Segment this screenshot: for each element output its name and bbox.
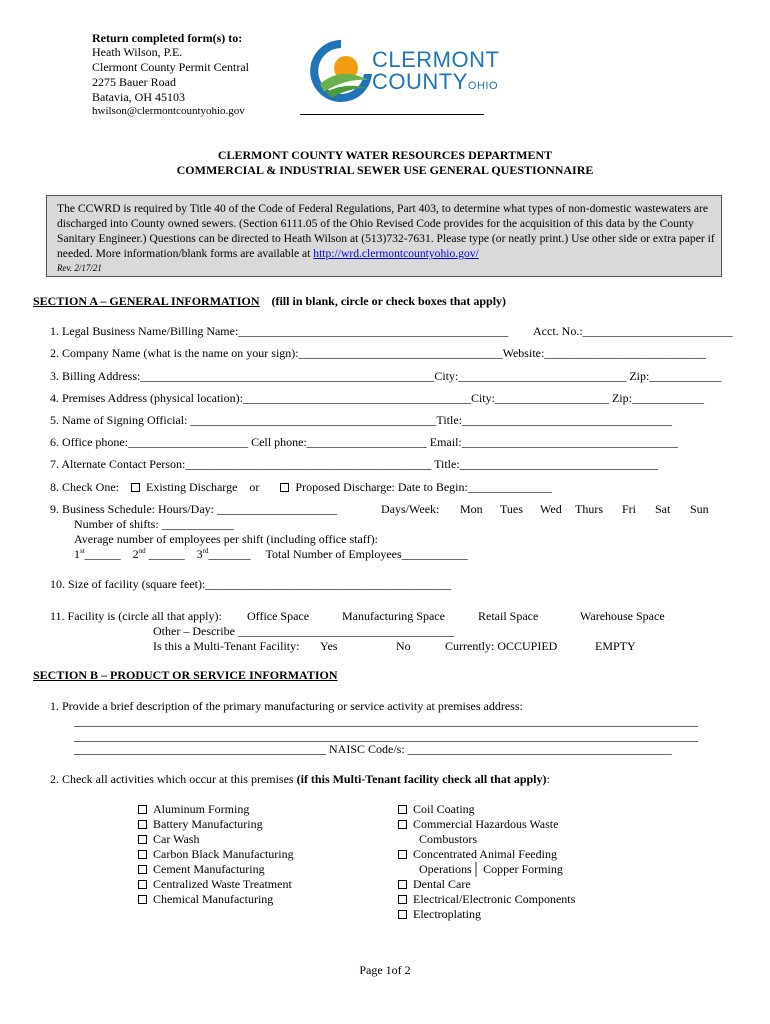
opt-yes[interactable]: Yes: [320, 639, 338, 653]
q9-shifts[interactable]: Number of shifts: ____________: [74, 517, 234, 531]
intro-text: The CCWRD is required by Title 40 of the Code of Federal Regulations, Part 403, to determine what types of non-domestic wastewaters are discharged into County owned sewers. (Section 6111.05 of the Ohio Revised Code provides for the acquisition of this data by the County Sanitary Engineer.) Questions can be directed to Heath Wilson at (513)732-7631. Please type (or neatly print.) Use other side or extra paper if needed. More information/blank forms are available at http://wrd.clermontcountyohio.gov/ Rev. 2/17/21: [57, 201, 717, 276]
q6-phones-email[interactable]: 6. Office phone:____________________ Cell phone:____________________ Email:____________________________________: [50, 435, 678, 449]
activity-centralized-waste[interactable]: Centralized Waste Treatment: [138, 877, 294, 892]
opt-no[interactable]: No: [396, 639, 411, 653]
checkbox[interactable]: [138, 895, 147, 904]
activity-dental-care[interactable]: Dental Care: [398, 877, 575, 892]
section-a-heading: SECTION A – GENERAL INFORMATION (fill in blank, circle or check boxes that apply): [33, 294, 507, 308]
return-heading: Return completed form(s) to:: [92, 31, 243, 45]
page-number: Page 1of 2: [359, 963, 411, 977]
return-street: 2275 Bauer Road: [92, 75, 176, 89]
day-fri[interactable]: Fri: [622, 502, 637, 516]
checkbox[interactable]: [398, 805, 407, 814]
proposed-discharge-checkbox[interactable]: [280, 483, 289, 492]
q8-check-one: 8. Check One: Existing Discharge or Proposed Discharge: Date to Begin:______________: [50, 480, 552, 494]
activity-electrical-components[interactable]: Electrical/Electronic Components: [398, 892, 575, 907]
logo-word-county: COUNTYOHIO: [372, 69, 499, 94]
opt-office-space[interactable]: Office Space: [247, 609, 310, 623]
return-city: Batavia, OH 45103: [92, 90, 185, 104]
activities-column-2: [398, 802, 575, 922]
checkbox[interactable]: [398, 880, 407, 889]
activity-cement-manufacturing[interactable]: Cement Manufacturing: [138, 862, 294, 877]
q2-company-name[interactable]: 2. Company Name (what is the name on your sign):__________________________________Website:___________________________: [50, 346, 707, 360]
form-title: COMMERCIAL & INDUSTRIAL SEWER USE GENERAL QUESTIONNAIRE: [176, 163, 594, 177]
opt-manufacturing-space[interactable]: Manufacturing Space: [342, 609, 445, 623]
q9-avg-employees: Average number of employees per shift (including office staff):: [74, 532, 378, 546]
day-sun[interactable]: Sun: [690, 502, 709, 516]
section-b-heading: SECTION B – PRODUCT OR SERVICE INFORMATION: [33, 668, 338, 682]
revision-date: Rev. 2/17/21: [57, 263, 102, 273]
opt-empty[interactable]: EMPTY: [595, 639, 636, 653]
activity-electroplating[interactable]: Electroplating: [398, 907, 575, 922]
b-q1-line-2[interactable]: ________________________________________________________________________________________________________: [74, 729, 698, 743]
q9-business-schedule[interactable]: 9. Business Schedule: Hours/Day: ____________________: [50, 502, 337, 516]
opt-retail-space[interactable]: Retail Space: [478, 609, 539, 623]
activity-aluminum-forming[interactable]: Aluminum Forming: [138, 802, 294, 817]
checkbox[interactable]: [138, 850, 147, 859]
activity-concentrated-animal-feeding[interactable]: Concentrated Animal Feeding: [398, 847, 575, 862]
checkbox[interactable]: [138, 835, 147, 844]
b-q2-activities: 2. Check all activities which occur at this premises (if this Multi-Tenant facility check all that apply):: [50, 772, 550, 786]
existing-discharge-checkbox[interactable]: [131, 483, 140, 492]
activity-chemical-manufacturing[interactable]: Chemical Manufacturing: [138, 892, 294, 907]
return-name: Heath Wilson, P.E.: [92, 45, 183, 59]
b-q1-line-1[interactable]: ________________________________________________________________________________________________________: [74, 714, 698, 728]
opt-occupied[interactable]: Currently: OCCUPIED: [445, 639, 558, 653]
checkbox[interactable]: [138, 820, 147, 829]
activity-battery-manufacturing[interactable]: Battery Manufacturing: [138, 817, 294, 832]
logo-underline: [300, 114, 484, 115]
q1-legal-name[interactable]: 1. Legal Business Name/Billing Name:_____________________________________________: [50, 324, 509, 338]
q11-label: 11. Facility is (circle all that apply):: [50, 609, 222, 623]
checkbox[interactable]: [398, 895, 407, 904]
checkbox[interactable]: [138, 865, 147, 874]
q9-shift-employees[interactable]: 1st______ 2nd ______ 3rd_______ Total Number of Employees___________: [74, 547, 468, 561]
checkbox[interactable]: [138, 880, 147, 889]
q9-days-label: Days/Week:: [381, 502, 440, 516]
county-logo: [306, 36, 376, 106]
checkbox[interactable]: [398, 910, 407, 919]
q11-other-describe[interactable]: Other – Describe ____________________________________: [153, 624, 454, 638]
b-q1-description: 1. Provide a brief description of the primary manufacturing or service activity at premises address:: [50, 699, 523, 713]
day-sat[interactable]: Sat: [655, 502, 671, 516]
activities-column-1: [138, 802, 294, 907]
checkbox[interactable]: [398, 820, 407, 829]
day-wed[interactable]: Wed: [540, 502, 562, 516]
q4-premises-address[interactable]: 4. Premises Address (physical location):______________________________________City:___________________ Zip:____________: [50, 391, 704, 405]
activity-car-wash[interactable]: Car Wash: [138, 832, 294, 847]
dept-title: CLERMONT COUNTY WATER RESOURCES DEPARTMENT: [217, 148, 553, 162]
info-link[interactable]: http://wrd.clermontcountyohio.gov/: [313, 247, 479, 260]
return-email: hwilson@clermontcountyohio.gov: [92, 105, 245, 117]
q10-facility-size[interactable]: 10. Size of facility (square feet):_________________________________________: [50, 577, 452, 591]
activity-operations-copper-forming: Operations│ Copper Forming: [419, 862, 563, 876]
q1-account-number[interactable]: Acct. No.:_________________________: [533, 324, 733, 338]
day-thurs[interactable]: Thurs: [575, 502, 603, 516]
activity-carbon-black[interactable]: Carbon Black Manufacturing: [138, 847, 294, 862]
q11-multi-tenant: Is this a Multi-Tenant Facility:: [153, 639, 300, 653]
return-office: Clermont County Permit Central: [92, 60, 249, 74]
q7-alternate-contact[interactable]: 7. Alternate Contact Person:_________________________________________ Title:_________________________________: [50, 457, 658, 471]
q5-signing-official[interactable]: 5. Name of Signing Official: _________________________________________Title:___________________________________: [50, 413, 672, 427]
activity-commercial-hazardous-waste-cont: Combustors: [419, 832, 478, 846]
activity-coil-coating[interactable]: Coil Coating: [398, 802, 575, 817]
checkbox[interactable]: [138, 805, 147, 814]
b-q1-naisc[interactable]: __________________________________________ NAISC Code/s: ____________________________________________: [74, 742, 672, 756]
day-tues[interactable]: Tues: [500, 502, 523, 516]
day-mon[interactable]: Mon: [460, 502, 483, 516]
opt-warehouse-space[interactable]: Warehouse Space: [580, 609, 665, 623]
activity-commercial-hazardous-waste[interactable]: Commercial Hazardous Waste: [398, 817, 575, 832]
logo-word-clermont: CLERMONT: [372, 47, 500, 72]
q3-billing-address[interactable]: 3. Billing Address:_________________________________________________City:____________________________ Zip:____________: [50, 369, 722, 383]
checkbox[interactable]: [398, 850, 407, 859]
